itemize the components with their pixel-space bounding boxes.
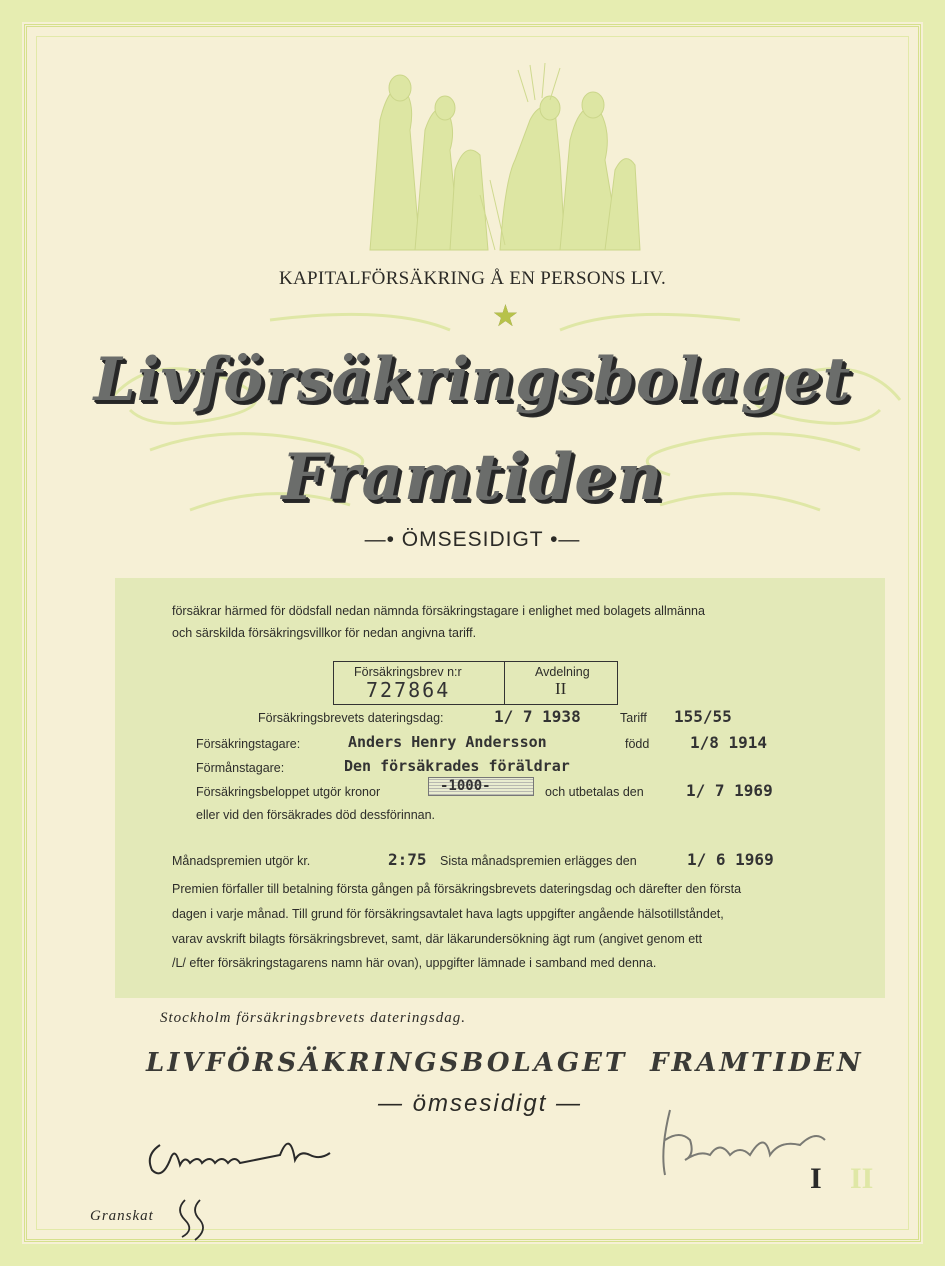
amount-value: -1000- — [440, 778, 491, 794]
beneficiary-value: Den försäkrades föräldrar — [344, 757, 570, 775]
payout-value: 1/ 7 1969 — [686, 781, 773, 800]
signature-company-name1: LIVFÖRSÄKRINGSBOLAGET — [146, 1048, 628, 1078]
initials-mark — [170, 1195, 210, 1245]
mutual-subtitle — [0, 528, 945, 552]
payout-label: och utbetalas den — [545, 785, 644, 799]
terms-line4: /L/ efter försäkringstagarens namn här ovan), uppgifter lämnade i samband med denna. — [172, 956, 657, 970]
dash-ornament-left: —• — [364, 528, 395, 551]
roman-numeral-two: II — [850, 1162, 874, 1195]
last-premium-value: 1/ 6 1969 — [687, 850, 774, 869]
policy-number-value: 727864 — [366, 678, 451, 702]
signature-mutual: — ömsesidigt — — [378, 1090, 583, 1117]
place-date-line: Stockholm försäkringsbrevets dateringsdag. — [160, 1010, 467, 1026]
tariff-label: Tariff — [620, 711, 647, 725]
premium-value: 2:75 — [388, 850, 427, 869]
signature-left — [140, 1125, 350, 1185]
signature-company-name2: FRAMTIDEN — [650, 1048, 864, 1078]
born-value: 1/8 1914 — [690, 733, 768, 752]
holder-label: Försäkringstagare: — [196, 737, 301, 751]
company-title-line2: Framtiden — [281, 440, 664, 515]
amount-label: Försäkringsbeloppet utgör kronor — [196, 785, 381, 799]
policy-number-cell — [334, 662, 505, 704]
intro-line2: och särskilda försäkringsvillkor för nedan angivna tariff. — [172, 626, 477, 640]
document-header: KAPITALFÖRSÄKRING Å EN PERSONS LIV. — [278, 268, 667, 289]
premium-label: Månadspremien utgör kr. — [172, 854, 311, 868]
tariff-value: 155/55 — [674, 707, 732, 726]
last-premium-label: Sista månadspremien erlägges den — [440, 854, 637, 868]
born-label: född — [625, 737, 650, 751]
star-icon: ★ — [492, 300, 519, 333]
granskat-label: Granskat — [90, 1208, 154, 1224]
roman-numeral-one: I — [810, 1162, 822, 1195]
company-title-line1: Livförsäkringsbolaget — [93, 345, 852, 415]
terms-line1: Premien förfaller till betalning första gången på försäkringsbrevets dateringsdag och därefter den första — [172, 882, 742, 896]
intro-line1: försäkrar härmed för dödsfall nedan nämnda försäkringstagare i enlighet med bolagets allmänna — [172, 604, 705, 618]
department-label: Avdelning — [535, 665, 590, 679]
death-clause: eller vid den försäkrades död dessförinnan. — [196, 808, 436, 822]
terms-line2: dagen i varje månad. Till grund för försäkringsavtalet hava lagts uppgifter angående hälsotillståndet, — [172, 907, 724, 921]
department-cell — [505, 662, 617, 704]
dash-ornament-right: •— — [550, 528, 581, 551]
terms-line3: varav avskrift bilagts försäkringsbrevet, samt, där läkarundersökning ägt rum (angivet genom ett — [172, 932, 703, 946]
dating-value: 1/ 7 1938 — [494, 707, 581, 726]
policy-number-box — [333, 661, 618, 705]
beneficiary-label: Förmånstagare: — [196, 761, 285, 775]
engraved-figures-illustration — [330, 60, 660, 260]
policy-number-label: Försäkringsbrev n:r — [354, 665, 462, 679]
mutual-text: ÖMSESIDIGT — [401, 528, 544, 551]
dating-label: Försäkringsbrevets dateringsdag: — [258, 711, 444, 725]
department-value: II — [555, 679, 567, 698]
holder-value: Anders Henry Andersson — [348, 733, 547, 751]
